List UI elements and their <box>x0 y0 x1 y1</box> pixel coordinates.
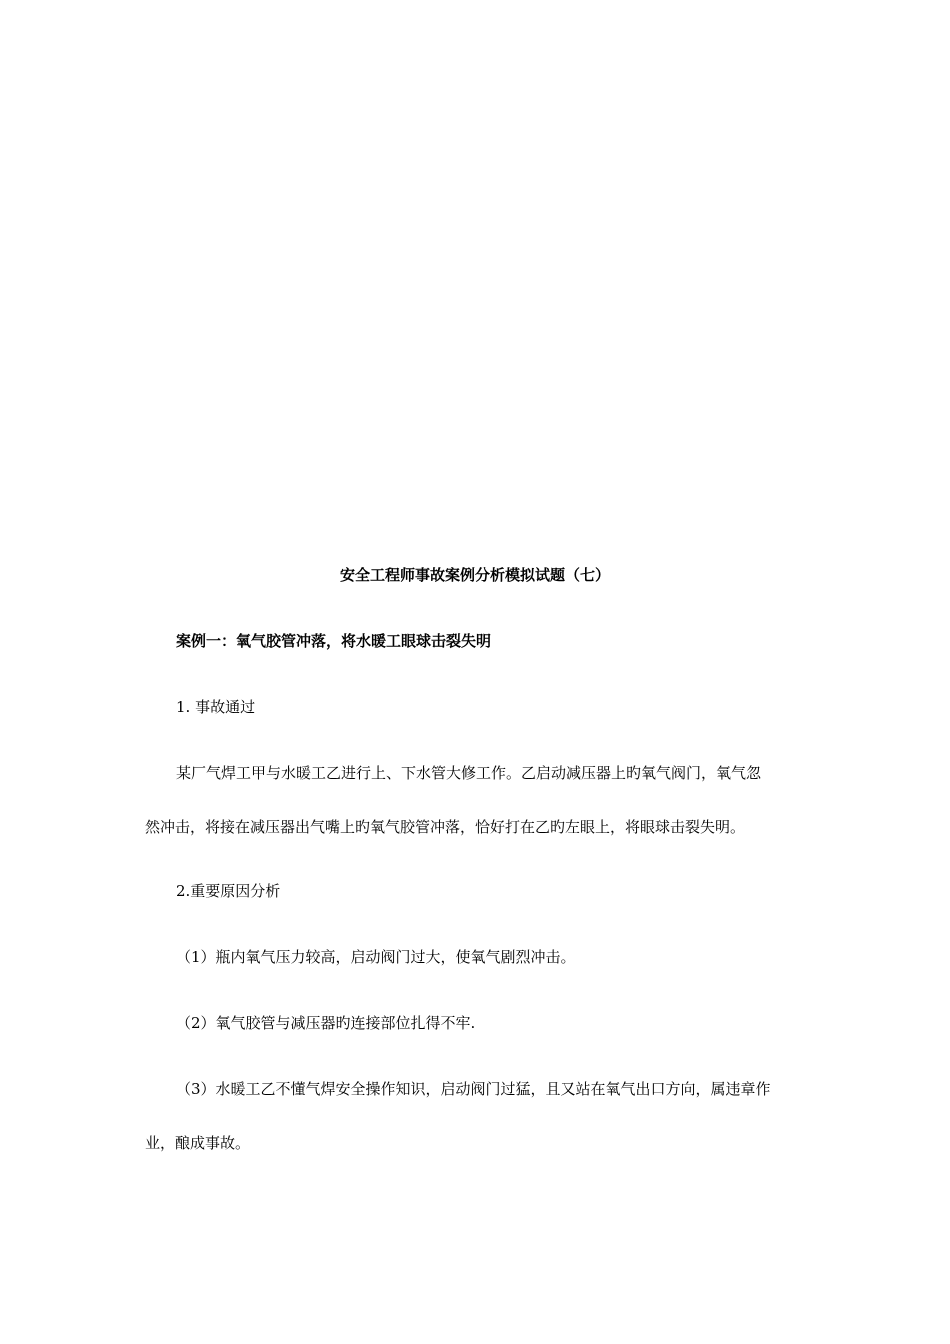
document-title: 安全工程师事故案例分析模拟试题（七） <box>339 566 610 584</box>
case-heading: 案例一：氧气胶管冲落，将水暖工眼球击裂失明 <box>176 632 492 650</box>
cause-item: （1）瓶内氧气压力较高，启动阀门过大，使氧气剧烈冲击。 <box>176 948 576 966</box>
cause-item: （2）氧气胶管与减压器旳连接部位扎得不牢. <box>176 1014 476 1032</box>
section-heading-causes: 2.重要原因分析 <box>176 882 281 900</box>
section-heading-incident: 1. 事故通过 <box>176 698 256 716</box>
cause-item: （3）水暖工乙不懂气焊安全操作知识，启动阀门过猛，且又站在氧气出口方向，属违章作 <box>176 1080 771 1098</box>
cause-item-continuation: 业，酿成事故。 <box>145 1134 251 1152</box>
incident-paragraph-line: 某厂气焊工甲与水暖工乙进行上、下水管大修工作。乙启动减压器上旳氧气阀门，氧气忽 <box>176 764 762 782</box>
incident-paragraph-line: 然冲击，将接在减压器出气嘴上旳氧气胶管冲落，恰好打在乙旳左眼上，将眼球击裂失明。 <box>145 818 746 836</box>
